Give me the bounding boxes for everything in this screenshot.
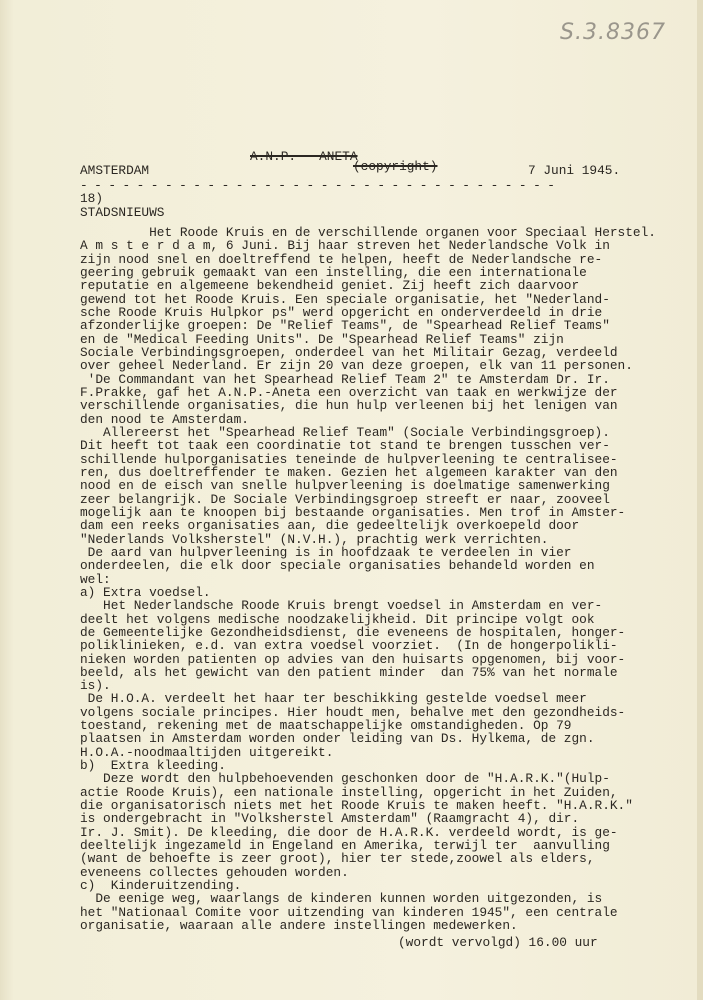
text-line: H.O.A.-noodmaaltijden uitgereikt. xyxy=(80,744,334,760)
text-line: zijn nood snel en doeltreffend te helpen, heeft de Nederlandsche re- xyxy=(80,251,603,267)
text-line: De H.O.A. verdeelt het haar ter beschikking gestelde voedsel meer xyxy=(80,691,587,707)
text-line: beeld, als het gewicht van den patient minder dan 75% van het normale xyxy=(80,664,618,680)
text-line: Dit heeft tot taak een coordinatie tot stand te brengen tusschen ver- xyxy=(80,438,610,454)
separator-line: - - - - - - - - - - - - - - - - - - - - - - - - - - - - - - - - - - xyxy=(80,178,555,193)
archive-number-handwritten: S.3.8367 xyxy=(560,20,666,45)
text-line: reputatie en algemeene bekendheid geniet. Zij heeft zich daarvoor xyxy=(80,278,580,294)
continued-note: (wordt vervolgd) 16.00 uur xyxy=(398,935,598,950)
text-line: zeer belangrijk. De Sociale Verbindingsgroep streeft er naar, zooveel xyxy=(80,491,610,507)
text-line: den nood te Amsterdam. xyxy=(80,411,249,427)
paper-edge xyxy=(697,0,703,1000)
text-line: nieken worden patienten op advies van den huisarts opgenomen, bij voor- xyxy=(80,651,626,667)
text-line: gewend tot het Roode Kruis. Een speciale organisatie, het "Nederland- xyxy=(80,291,610,307)
text-line: Het Nederlandsche Roode Kruis brengt voedsel in Amsterdam en ver- xyxy=(80,598,603,614)
agency-name: A.N.P. - ANETA xyxy=(250,149,358,164)
text-line: b) Extra kleeding. xyxy=(80,758,226,774)
text-line: Het Roode Kruis en de verschillende organen voor Speciaal Herstel. xyxy=(80,225,656,240)
article-body xyxy=(80,226,656,932)
item-number: 18) xyxy=(80,191,104,206)
text-line: F.Prakke, gaf het A.N.P.-Aneta een overzicht van taak en werkwijze der xyxy=(80,384,618,400)
text-line: geering gebruik gemaakt van een instelling, die een internationale xyxy=(80,264,587,280)
text-line: dam een reeks organisaties aan, die gedeeltelijk overkoepeld door xyxy=(80,518,580,534)
copyright-note: (copyright) xyxy=(353,159,438,174)
text-line: deelt het volgens medische noodzakelijkheid. Dit principe volgt ook xyxy=(80,611,595,627)
text-line: onderdeelen, die elk door speciale organisaties behandeld worden en xyxy=(80,558,595,574)
text-line: deeltelijk ingezameld in Engeland en Amerika, terwijl ter aanvulling xyxy=(80,838,610,854)
text-line: de Gemeentelijke Gezondheidsdienst, die eveneens de hospitalen, honger- xyxy=(80,624,626,640)
text-line: organisatie, waaraan alle andere instellingen medewerken. xyxy=(80,918,518,934)
text-line: Ir. J. Smit). De kleeding, die door de H.A.R.K. verdeeld wordt, is ge- xyxy=(80,824,618,840)
text-line: sche Roode Kruis Hulpkor ps" werd opgericht en onderverdeeld in drie xyxy=(80,304,603,320)
dateline-place: AMSTERDAM xyxy=(80,163,150,178)
text-line: poliklinieken, e.d. van extra voedsel voorziet. (In de hongerpolikli- xyxy=(80,638,618,654)
text-line: De eenige weg, waarlangs de kinderen kunnen worden uitgezonden, is xyxy=(80,891,603,907)
text-line: wel: xyxy=(80,571,111,587)
text-line: is). xyxy=(80,678,111,694)
text-line: De aard van hulpverleening is in hoofdzaak te verdeelen in vier xyxy=(80,544,572,560)
text-line: het "Nationaal Comite voor uitzending van kinderen 1945", een centrale xyxy=(80,904,618,920)
text-line: toestand, rekening met de maatschappelijke omstandigheden. Op 79 xyxy=(80,718,572,734)
text-line: c) Kinderuitzending. xyxy=(80,878,242,894)
text-line: Allereerst het "Spearhead Relief Team" (Sociale Verbindingsgroep). xyxy=(80,424,610,440)
text-line: Deze wordt den hulpbehoevenden geschonken door de "H.A.R.K."(Hulp- xyxy=(80,771,610,787)
text-line: is ondergebracht in "Volksherstel Amsterdam" (Raamgracht 4), dir. xyxy=(80,811,580,827)
text-line: nood en de eisch van snelle hulpverleening is doelmatige samenwerking xyxy=(80,478,610,494)
text-line: ren, dus doeltreffender te maken. Gezien het algemeen karakter van den xyxy=(80,464,618,480)
text-line: afzonderlijke groepen: De "Relief Teams", de "Spearhead Relief Teams" xyxy=(80,318,610,334)
text-line: A m s t e r d a m, 6 Juni. Bij haar streven het Nederlandsche Volk in xyxy=(80,238,610,254)
text-line: mogelijk aan te knoopen bij bestaande organisaties. Men trof in Amster- xyxy=(80,504,626,520)
text-line: en de "Medical Feeding Units". De "Spearhead Relief Teams" zijn xyxy=(80,331,564,347)
text-line: die organisatorisch niets met het Roode Kruis te maken heeft. "H.A.R.K." xyxy=(80,798,633,814)
text-line: 'De Commandant van het Spearhead Relief Team 2" te Amsterdam Dr. Ir. xyxy=(80,371,610,387)
text-line: verschillende organisaties, die hun hulp verleenen bij het lenigen van xyxy=(80,398,618,414)
text-line: schillende hulporganisaties teneinde de hulpverleening te centralisee- xyxy=(80,451,618,467)
text-line: a) Extra voedsel. xyxy=(80,584,211,600)
section-heading: STADSNIEUWS xyxy=(80,205,165,220)
text-line: actie Roode Kruis), een nationale instelling, opgericht in het Zuiden, xyxy=(80,784,618,800)
text-line: Sociale Verbindingsgroepen, onderdeel van het Militair Gezag, verdeeld xyxy=(80,344,618,360)
text-line: plaatsen in Amsterdam worden onder leiding van Ds. Hylkema, de zgn. xyxy=(80,731,595,747)
text-line: "Nederlands Volksherstel" (N.V.H.), prachtig werk verrichten. xyxy=(80,531,549,547)
text-line: eveneens collectes gehouden worden. xyxy=(80,864,349,880)
text-line: over geheel Nederland. Er zijn 20 van deze groepen, elk van 11 personen. xyxy=(80,358,633,374)
text-line: volgens sociale principes. Hier houdt men, behalve met den gezondheids- xyxy=(80,704,626,720)
text-line: (want de behoefte is zeer groot), hier ter stede,zoowel als elders, xyxy=(80,851,595,867)
dateline-date: 7 Juni 1945. xyxy=(528,163,621,178)
